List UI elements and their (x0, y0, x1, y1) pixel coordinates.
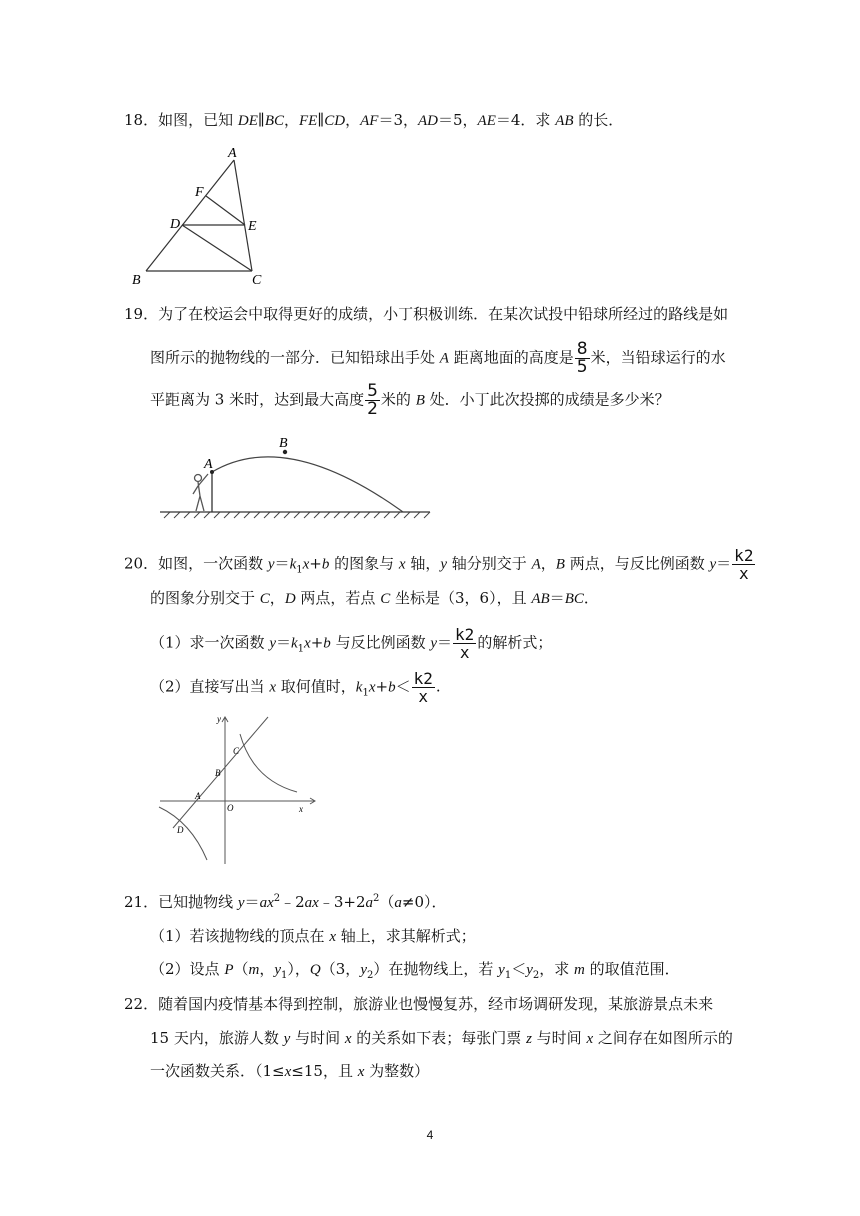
label-O: O (227, 803, 234, 813)
q19-line1: 19．为了在校运会中取得更好的成绩，小丁积极训练．在某次试投中铅球所经过的路线是如 (124, 305, 729, 323)
q21-part2: （2）设点 P（m，$y_1$），Q（3，$y_2$）在抛物线上，若 $y_1<y_2$，求 m 的取值范围． (150, 960, 680, 981)
question-number: 18． (124, 111, 159, 129)
label-A: A (204, 457, 213, 472)
page-number: 4 (426, 1128, 434, 1142)
label-D: D (177, 825, 184, 835)
question-number: 19． (124, 305, 159, 323)
fraction-k2-x: $\frac{k2}{x}$ (734, 546, 754, 583)
label-C: C (233, 746, 240, 756)
q22-line1: 22．随着国内疫情基本得到控制，旅游业也慢慢复苏，经市场调研发现，某旅游景点未来 (124, 995, 714, 1013)
fraction-8-5: $\frac{8}{5}$ (576, 339, 588, 377)
q20-part2: （2）直接写出当 x 取何值时，$k_1x+b<$ $\frac{k2}{x}$ . (150, 669, 441, 706)
q20-line1: 20．如图，一次函数 $y=k_1x+b$ 的图象与 x 轴，y 轴分别交于 A，B 两点，与反比例函数 y＝ $\frac{k2}{x}$ (124, 546, 754, 583)
q19-line3: 平距离为 3 米时，达到最大高度 $\frac{5}{2}$ 米的 B 处．小丁此次投掷的成绩是多少米？ (150, 381, 670, 419)
fraction-5-2: $\frac{5}{2}$ (367, 381, 378, 419)
label-B: B (279, 436, 288, 451)
question-number: 22． (124, 995, 159, 1013)
label-B: B (215, 768, 221, 778)
question-number: 21． (124, 893, 159, 911)
q18-triangle-figure (128, 140, 278, 288)
q20-part1: （1）求一次函数 $y=k_1x+b$ 与反比例函数 y＝ $\frac{k2}{x}$ 的解析式； (150, 625, 553, 662)
label-x-axis: x (299, 804, 303, 814)
trajectory (212, 457, 403, 512)
q22-line2: 15 天内，旅游人数 y 与时间 x 的关系如下表；每张门票 z 与时间 x 之间存在如图所示的 (150, 1029, 733, 1047)
label-A: A (195, 791, 201, 801)
question-number: 20． (124, 554, 159, 573)
label-A: A (228, 146, 237, 161)
label-D: D (170, 217, 181, 232)
label-B: B (132, 273, 141, 288)
label-E: E (248, 219, 257, 234)
q19-line2: 图所示的抛物线的一部分．已知铅球出手处 A 距离地面的高度是 $\frac{8}{5}$ 米，当铅球运行的水 (150, 339, 726, 377)
fraction-k2-x: $\frac{k2}{x}$ (413, 669, 433, 706)
q21-line1: 21．已知抛物线 $y=ax^2﹣2ax﹣3+2a^2(a\ne 0)$． (124, 893, 447, 911)
fraction-k2-x: $\frac{k2}{x}$ (455, 625, 475, 662)
q18-text: 18．如图，已知 DE∥BC，FE∥CD，AF＝3，AD＝5，AE＝4．求 AB 的长． (124, 111, 624, 129)
label-F: F (195, 185, 204, 200)
athlete-icon (193, 474, 208, 511)
label-y-axis: y (217, 714, 221, 724)
q20-line2: 的图象分别交于 C，D 两点，若点 C 坐标是（3，6），且 AB＝BC． (150, 589, 599, 607)
label-C: C (252, 273, 262, 288)
q20-graph-figure (155, 712, 325, 870)
q19-shotput-figure (158, 430, 438, 522)
q22-line3: 一次函数关系．（1≤x≤15，且 x 为整数） (150, 1062, 430, 1080)
q21-part1: （1）若该抛物线的顶点在 x 轴上，求其解析式； (150, 927, 476, 945)
